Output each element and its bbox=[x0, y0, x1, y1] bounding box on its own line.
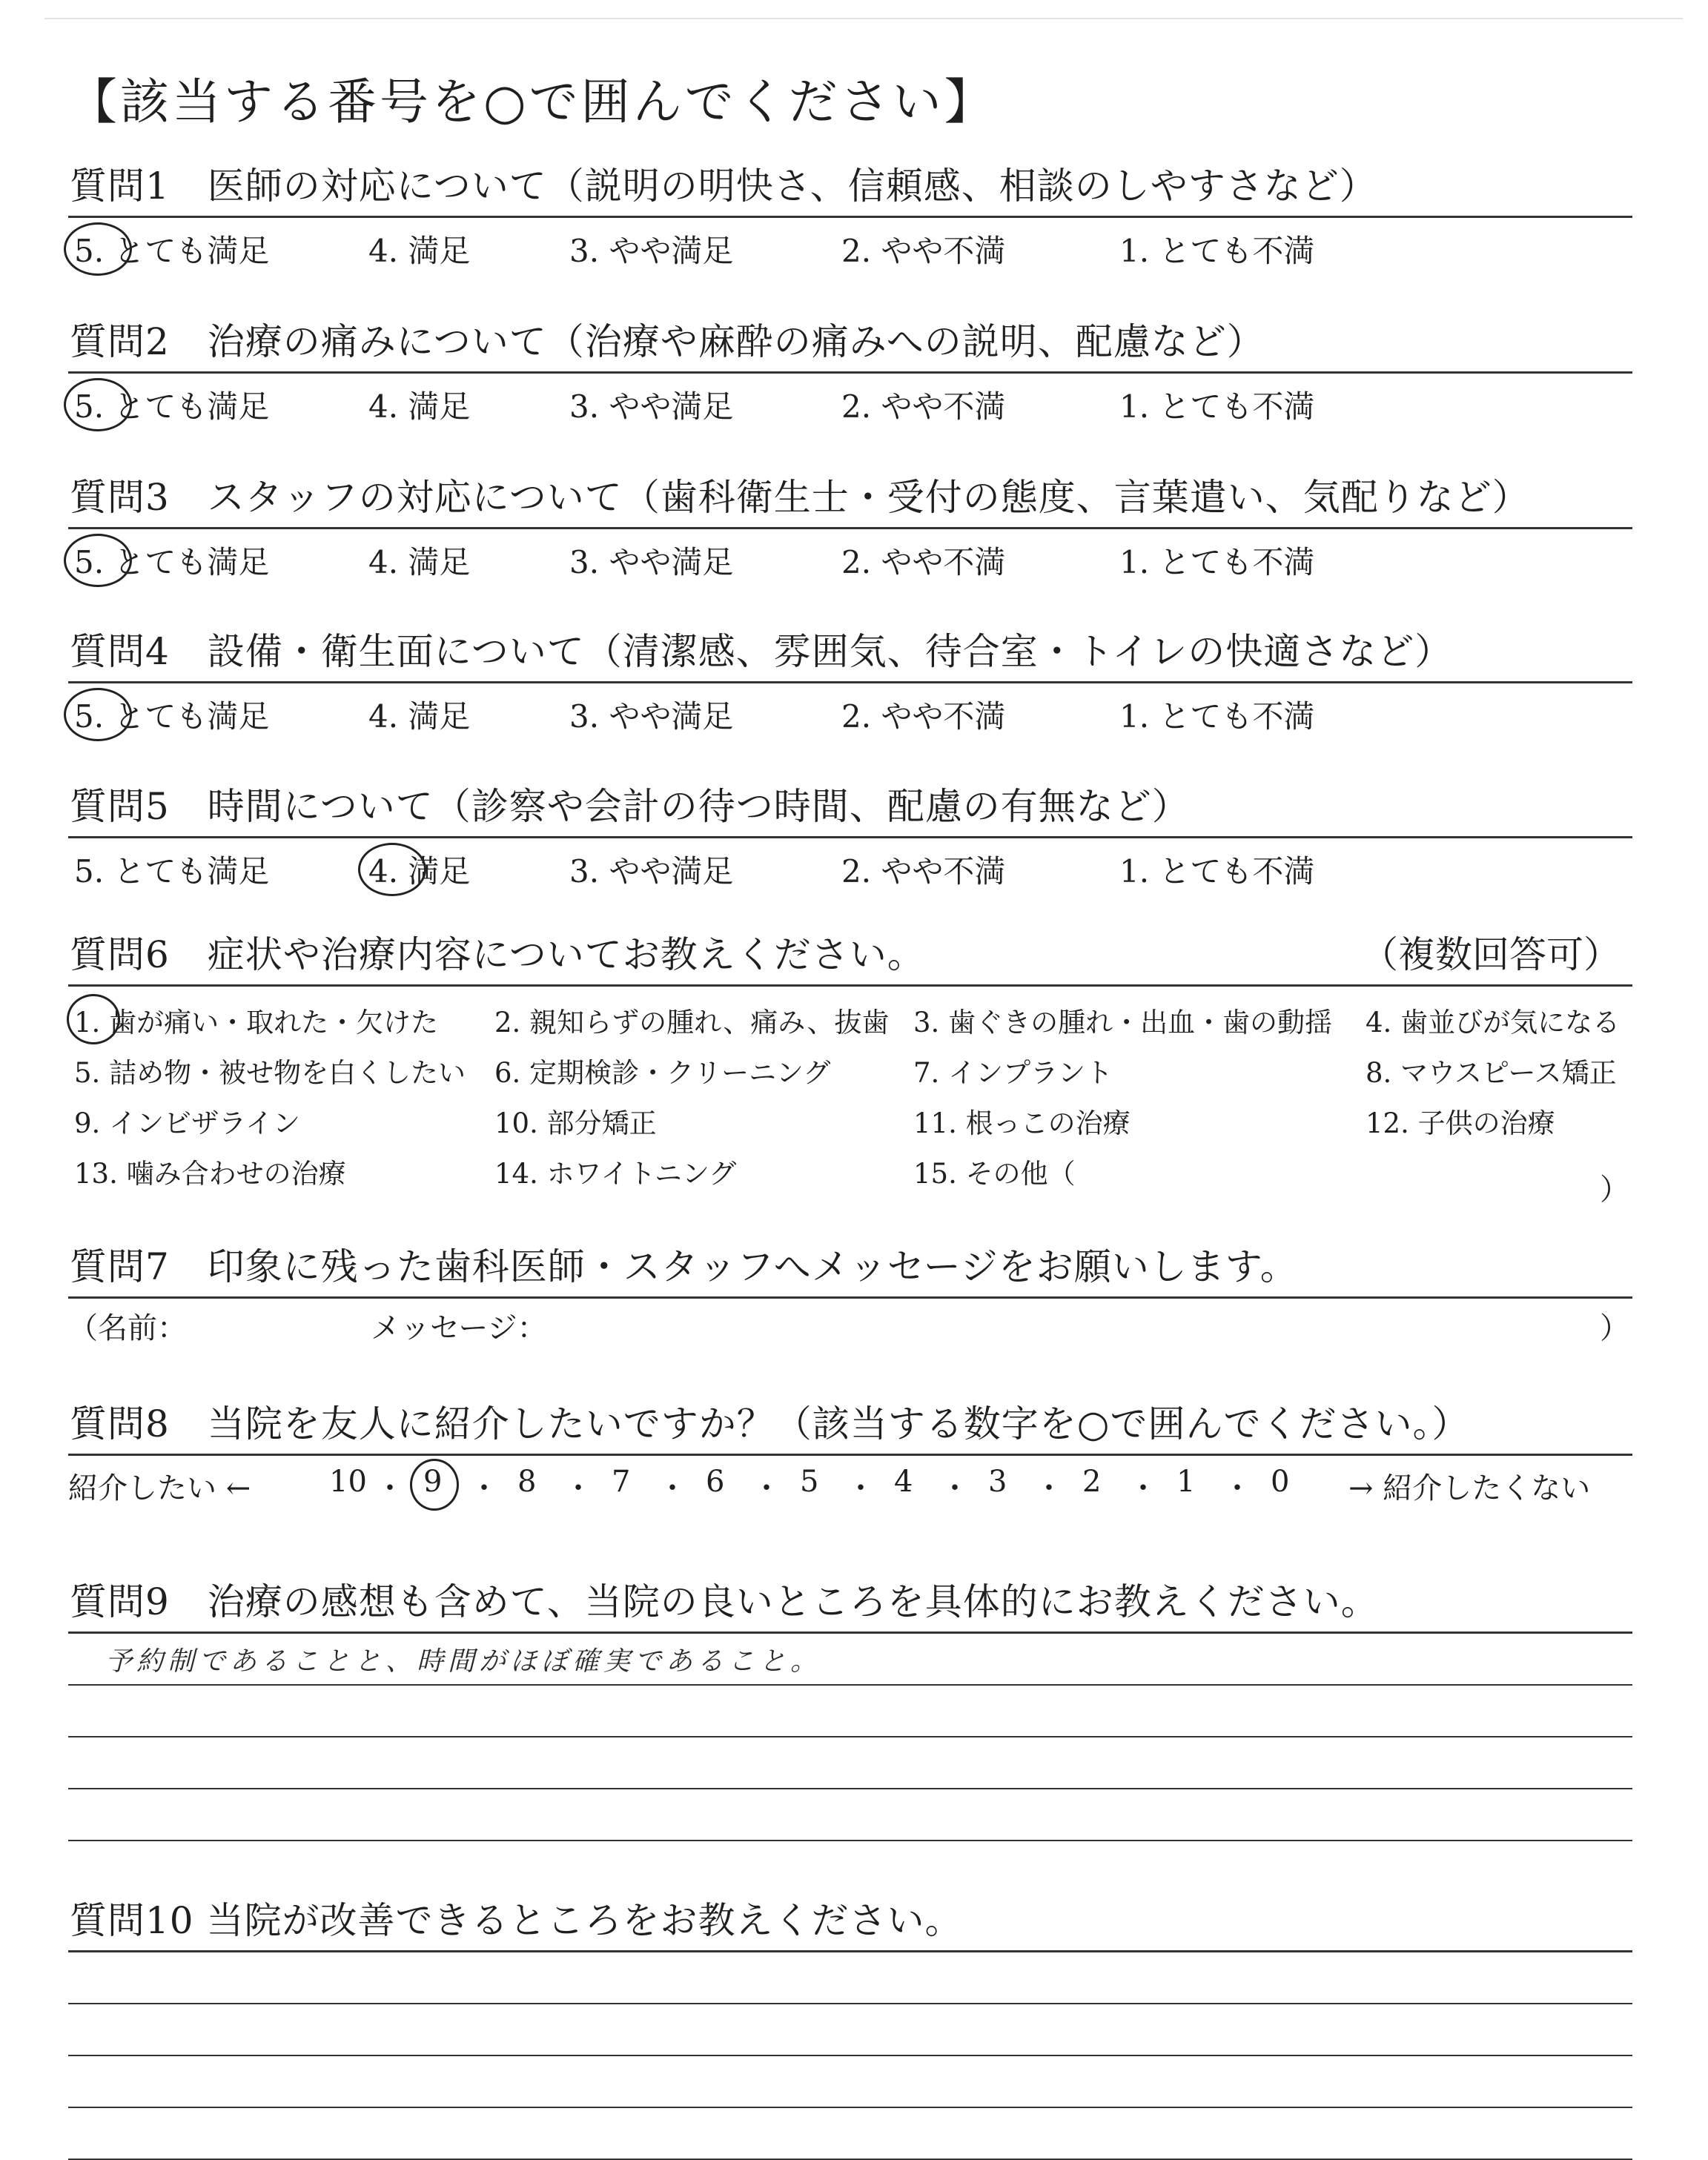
symptom-option-label: 7. インプラント bbox=[913, 1057, 1113, 1089]
answer-line bbox=[68, 1789, 1632, 1841]
symptom-option[interactable] bbox=[74, 1151, 346, 1191]
symptom-option-label: 1. 歯が痛い・取れた・欠けた bbox=[74, 1007, 439, 1038]
question-6-title: 質問6 症状や治療内容についてお教えください。 bbox=[70, 933, 925, 976]
rating-option-label: 4. 満足 bbox=[368, 698, 471, 735]
recommend-scale bbox=[68, 1456, 1632, 1508]
rating-option-label: 5. とても満足 bbox=[74, 698, 270, 735]
rating-option-label: 1. とても不満 bbox=[1119, 544, 1315, 580]
question-10 bbox=[68, 1886, 1632, 2160]
symptom-option-label: 15. その他（ bbox=[913, 1158, 1076, 1190]
rating-question-1 bbox=[68, 152, 1632, 285]
scale-separator: ・ bbox=[375, 1471, 405, 1505]
rating-option-label: 4. 満足 bbox=[368, 544, 471, 580]
selection-circle bbox=[64, 222, 132, 276]
question-9 bbox=[68, 1568, 1632, 1841]
symptom-option[interactable] bbox=[74, 1050, 466, 1090]
symptom-option-label: 10. 部分矯正 bbox=[494, 1107, 657, 1139]
answer-line bbox=[68, 1737, 1632, 1789]
symptom-option-label: 6. 定期検診・クリーニング bbox=[494, 1057, 831, 1089]
symptom-option-label: 9. インビザライン bbox=[74, 1107, 300, 1139]
symptom-option-label: 13. 噛み合わせの治療 bbox=[74, 1158, 346, 1190]
question-header bbox=[68, 772, 1632, 838]
answer-line bbox=[68, 2108, 1632, 2160]
question-header bbox=[68, 617, 1632, 683]
rating-option-label: 1. とても不満 bbox=[1119, 388, 1315, 425]
scale-number[interactable]: 0 bbox=[1271, 1465, 1290, 1499]
scale-separator: ・ bbox=[846, 1471, 875, 1505]
symptom-option[interactable] bbox=[494, 1101, 657, 1141]
question-6-header bbox=[68, 921, 1632, 987]
rating-options bbox=[68, 838, 1632, 905]
symptom-option[interactable] bbox=[1366, 1101, 1555, 1141]
rating-option-label: 3. やや満足 bbox=[569, 698, 734, 735]
answer-line bbox=[68, 1634, 1632, 1686]
scale-separator: ・ bbox=[658, 1471, 687, 1505]
selection-circle bbox=[64, 378, 132, 431]
not-recommend-label: → 紹介したくない bbox=[1348, 1471, 1591, 1505]
message-close-paren: ） bbox=[1600, 1311, 1629, 1345]
symptom-option[interactable] bbox=[913, 1101, 1131, 1141]
selection-circle bbox=[64, 534, 132, 587]
message-label: メッセージ： bbox=[371, 1311, 547, 1345]
rating-option-label: 2. やや不満 bbox=[841, 544, 1006, 580]
symptom-option[interactable] bbox=[494, 1151, 736, 1191]
rating-option-label: 2. やや不満 bbox=[841, 233, 1006, 269]
scale-number[interactable]: 8 bbox=[517, 1465, 537, 1499]
rating-options bbox=[68, 683, 1632, 750]
rating-option-label: 4. 満足 bbox=[368, 853, 471, 889]
rating-option[interactable] bbox=[368, 692, 470, 737]
symptom-option-label: 5. 詰め物・被せ物を白くしたい bbox=[74, 1057, 466, 1089]
selection-circle bbox=[410, 1459, 459, 1511]
rating-question-4 bbox=[68, 617, 1632, 750]
symptom-option-label: 8. マウスピース矯正 bbox=[1366, 1057, 1617, 1089]
rating-option[interactable] bbox=[368, 227, 470, 271]
scale-number[interactable]: 9 bbox=[423, 1465, 442, 1499]
selection-circle bbox=[64, 688, 132, 741]
rating-option[interactable] bbox=[74, 382, 269, 427]
answer-line bbox=[68, 2056, 1632, 2108]
recommend-label: 紹介したい ← bbox=[68, 1471, 251, 1505]
symptom-option[interactable] bbox=[1366, 1050, 1617, 1090]
question-title: 質問1 医師の対応について（説明の明快さ、信頼感、相談のしやすさなど） bbox=[70, 165, 1377, 208]
rating-option-label: 4. 満足 bbox=[368, 233, 471, 269]
symptom-options bbox=[68, 987, 1632, 1207]
rating-option[interactable] bbox=[368, 382, 470, 427]
rating-question-2 bbox=[68, 308, 1632, 440]
rating-option[interactable] bbox=[569, 692, 733, 737]
rating-option-label: 2. やや不満 bbox=[841, 388, 1006, 425]
rating-option[interactable] bbox=[1119, 538, 1314, 583]
scale-separator: ・ bbox=[1128, 1471, 1158, 1505]
rating-option-label: 5. とても満足 bbox=[74, 233, 270, 269]
rating-option[interactable] bbox=[74, 538, 269, 583]
rating-option[interactable] bbox=[74, 227, 269, 271]
selection-circle bbox=[358, 843, 426, 896]
symptom-option[interactable] bbox=[1366, 1000, 1620, 1040]
answer-line bbox=[68, 1686, 1632, 1737]
other-close-paren: ） bbox=[1600, 1173, 1629, 1207]
symptom-option[interactable] bbox=[74, 1101, 300, 1141]
symptom-option[interactable] bbox=[494, 1050, 830, 1090]
rating-option-label: 3. やや満足 bbox=[569, 388, 734, 425]
page-top-rule bbox=[44, 18, 1683, 19]
rating-question-3 bbox=[68, 463, 1632, 596]
name-label: （名前： bbox=[68, 1311, 187, 1345]
question-7-title: 質問7 印象に残った歯科医師・スタッフへメッセージをお願いします。 bbox=[70, 1245, 1298, 1288]
symptom-option-label: 11. 根っこの治療 bbox=[913, 1107, 1131, 1139]
rating-option[interactable] bbox=[841, 227, 1005, 271]
answer-line bbox=[68, 2004, 1632, 2056]
rating-option-label: 3. やや満足 bbox=[569, 233, 734, 269]
symptom-option[interactable] bbox=[913, 1000, 1332, 1040]
symptom-option-label: 3. 歯ぐきの腫れ・出血・歯の動揺 bbox=[913, 1007, 1333, 1038]
rating-options bbox=[68, 218, 1632, 285]
symptom-option-label: 4. 歯並びが気になる bbox=[1366, 1007, 1621, 1038]
question-9-title: 質問9 治療の感想も含めて、当院の良いところを具体的にお教えください。 bbox=[70, 1580, 1379, 1623]
rating-option[interactable] bbox=[1119, 227, 1314, 271]
rating-options bbox=[68, 529, 1632, 596]
page-header: 【該当する番号を○で囲んでください】 bbox=[68, 73, 996, 130]
rating-option[interactable] bbox=[368, 847, 470, 892]
scale-number[interactable]: 5 bbox=[800, 1465, 819, 1499]
scale-number[interactable]: 6 bbox=[706, 1465, 725, 1499]
rating-option-label: 3. やや満足 bbox=[569, 544, 734, 580]
question-header bbox=[68, 463, 1632, 529]
rating-option[interactable] bbox=[841, 538, 1005, 583]
symptom-option-label: 12. 子供の治療 bbox=[1366, 1107, 1555, 1139]
scale-separator: ・ bbox=[563, 1471, 593, 1505]
question-6 bbox=[68, 921, 1632, 1207]
rating-option-label: 4. 満足 bbox=[368, 388, 471, 425]
scale-number[interactable]: 10 bbox=[329, 1465, 367, 1499]
question-8 bbox=[68, 1390, 1632, 1508]
rating-option-label: 1. とても不満 bbox=[1119, 698, 1315, 735]
handwritten-answer: 予約制であることと、時間がほぼ確実であること。 bbox=[105, 1646, 822, 1677]
scale-separator: ・ bbox=[1222, 1471, 1252, 1505]
question-10-header bbox=[68, 1886, 1632, 1952]
rating-option[interactable] bbox=[569, 382, 733, 427]
selection-circle bbox=[67, 994, 120, 1044]
rating-option[interactable] bbox=[1119, 847, 1314, 892]
question-8-header bbox=[68, 1390, 1632, 1456]
question-7-header bbox=[68, 1233, 1632, 1299]
rating-option[interactable] bbox=[1119, 692, 1314, 737]
rating-option[interactable] bbox=[841, 692, 1005, 737]
scale-number[interactable]: 7 bbox=[612, 1465, 631, 1499]
rating-option-label: 2. やや不満 bbox=[841, 853, 1006, 889]
rating-question-5 bbox=[68, 772, 1632, 905]
rating-option-label: 3. やや満足 bbox=[569, 853, 734, 889]
answer-line bbox=[68, 1952, 1632, 2004]
rating-option[interactable] bbox=[74, 847, 269, 892]
rating-option-label: 1. とても不満 bbox=[1119, 233, 1315, 269]
rating-option-label: 5. とても満足 bbox=[74, 544, 270, 580]
multiple-answer-note: （複数回答可） bbox=[1361, 933, 1621, 976]
scale-separator: ・ bbox=[469, 1471, 499, 1505]
scale-number[interactable]: 2 bbox=[1082, 1465, 1102, 1499]
rating-options bbox=[68, 374, 1632, 440]
question-header bbox=[68, 152, 1632, 218]
scale-separator: ・ bbox=[752, 1471, 781, 1505]
rating-option[interactable] bbox=[569, 847, 733, 892]
question-title: 質問5 時間について（診察や会計の待つ時間、配慮の有無など） bbox=[70, 785, 1190, 828]
symptom-option-label: 2. 親知らずの腫れ、痛み、抜歯 bbox=[494, 1007, 890, 1038]
scale-number[interactable]: 4 bbox=[894, 1465, 913, 1499]
question-title: 質問3 スタッフの対応について（歯科衛生士・受付の態度、言葉遣い、気配りなど） bbox=[70, 476, 1530, 519]
symptom-option[interactable] bbox=[913, 1151, 1076, 1191]
rating-option[interactable] bbox=[74, 692, 269, 737]
message-line bbox=[68, 1299, 1632, 1343]
rating-option[interactable] bbox=[841, 382, 1005, 427]
question-header bbox=[68, 308, 1632, 374]
scale-separator: ・ bbox=[1034, 1471, 1064, 1505]
question-10-title: 質問10 当院が改善できるところをお教えください。 bbox=[70, 1899, 963, 1942]
scale-separator: ・ bbox=[940, 1471, 970, 1505]
question-9-header bbox=[68, 1568, 1632, 1634]
symptom-option[interactable] bbox=[494, 1000, 890, 1040]
symptom-option[interactable] bbox=[913, 1050, 1113, 1090]
rating-option-label: 1. とても不満 bbox=[1119, 853, 1315, 889]
rating-option[interactable] bbox=[569, 538, 733, 583]
rating-option[interactable] bbox=[569, 227, 733, 271]
rating-option-label: 5. とても満足 bbox=[74, 853, 270, 889]
rating-option-label: 5. とても満足 bbox=[74, 388, 270, 425]
rating-option[interactable] bbox=[1119, 382, 1314, 427]
symptom-option[interactable] bbox=[74, 1000, 438, 1040]
rating-option[interactable] bbox=[368, 538, 470, 583]
question-7 bbox=[68, 1233, 1632, 1343]
question-8-title: 質問8 当院を友人に紹介したいですか？（該当する数字を○で囲んでください。） bbox=[70, 1402, 1470, 1445]
scale-number[interactable]: 1 bbox=[1176, 1465, 1196, 1499]
symptom-option-label: 14. ホワイトニング bbox=[494, 1158, 737, 1190]
scale-number[interactable]: 3 bbox=[988, 1465, 1007, 1499]
rating-option[interactable] bbox=[841, 847, 1005, 892]
question-title: 質問2 治療の痛みについて（治療や麻酔の痛みへの説明、配慮など） bbox=[70, 320, 1265, 363]
question-title: 質問4 設備・衛生面について（清潔感、雰囲気、待合室・トイレの快適さなど） bbox=[70, 630, 1453, 673]
rating-option-label: 2. やや不満 bbox=[841, 698, 1006, 735]
